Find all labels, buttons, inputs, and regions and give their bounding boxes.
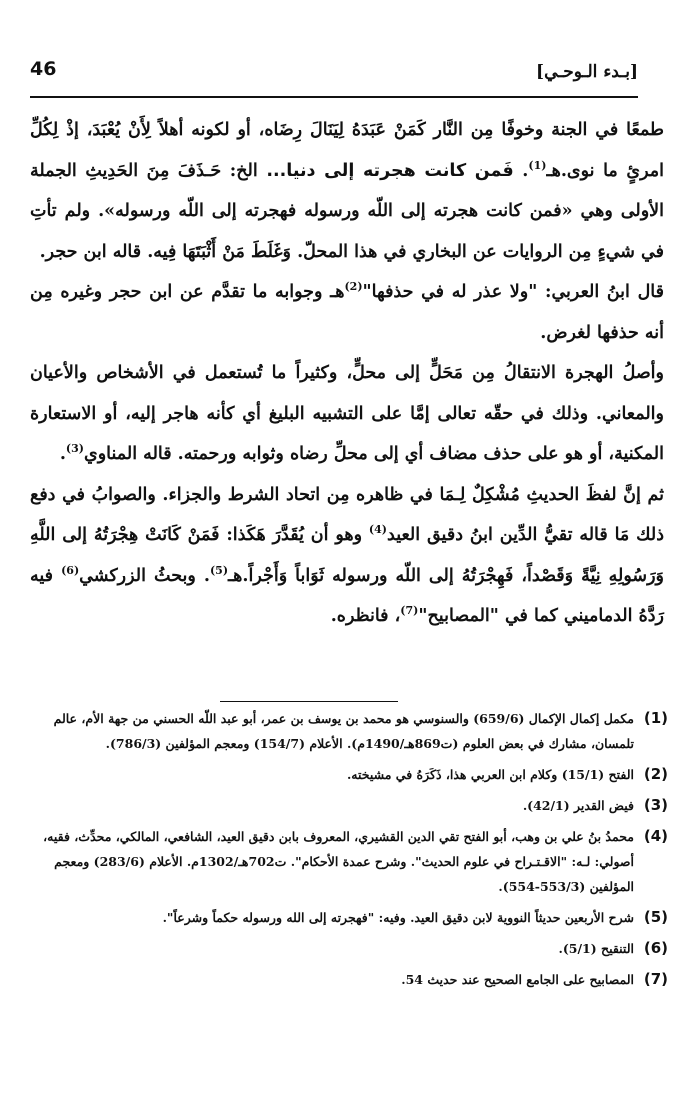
footnote-ref-2[interactable]: (2) [344, 280, 363, 294]
text: ثم إنَّ لفظَ الحديثِ مُشْكِلٌ لِـمَا في ظاهره مِن اتحاد الشرط والجزاء. والصوابُ في دفع ذلك مَا قاله تقيُّ الدِّين ابنُ دقيق العيد [30, 484, 664, 545]
footnote-ref-5[interactable]: (5) [209, 563, 229, 577]
footnote-number: (5) [643, 908, 668, 926]
page-number: 46 [30, 58, 57, 80]
footnote-text: التنقيح (5/1). [558, 941, 634, 956]
footnote-ref-4[interactable]: (4) [368, 523, 388, 537]
text: هـ وجوابه ما تقدَّم عن ابن حجر وغيره مِن أنه حذفها لغرض. [30, 282, 664, 343]
footnote-text: شرح الأربعين حديثاً النووية لابن دقيق العيد. وفيه: "فهجرته إلى الله ورسوله حكماً وشرعاً". [162, 910, 634, 925]
footnote-text: فيض القدير (42/1). [522, 798, 634, 813]
footnotes [30, 706, 668, 998]
page-header [30, 56, 638, 98]
body-text [30, 110, 664, 637]
text: طمعًا في الجنة وخوفًا مِن النَّار كَمَنْ عَبَدَهُ لِيَنَالَ رِضَاه، أو لكونه أهلاً لِأَنْ يُعْبَدَ، إذْ لِكُلِّ امرئٍ ما نوى.هـ [30, 120, 664, 181]
footnote-ref-1[interactable]: (1) [528, 158, 547, 172]
footnote-number: (1) [643, 709, 668, 727]
text: الخ: حَـذَفَ مِنَ الحَدِيثِ الجملة الأولى وهي «فمن كانت هجرته إلى اللّه ورسوله فهجرته إلى اللّه ورسوله». ولم تأتِ في شيءٍ مِن الروايات عن البخاري في هذا المحلّ. وَغَلَطَ مَنْ أَثْبَتَهَا فِيه. قاله ابن حجر. [30, 160, 664, 262]
footnote-number: (4) [643, 827, 668, 845]
text: . [59, 444, 66, 464]
paragraph-4 [30, 475, 664, 637]
footnote-ref-7[interactable]: (7) [400, 604, 419, 618]
footnote-text: محمدُ بنُ علي بن وهب، أبو الفتح تقي الدين القشيري، المعروف بابن دقيق العيد، الشافعي، المالكي، محدِّث، فقيه، أصولي: لـه: "الاقـتـراح في علوم الحديث". وشرح عمدة الأحكام". ت702هـ/1302م. الأعلام (283/6) ومعجم المؤلفين (553/3-554). [43, 829, 634, 894]
footnote-7 [30, 967, 668, 992]
running-head: [بـدء الـوحـي] [536, 62, 638, 82]
footnote-3 [30, 793, 668, 818]
footnote-text: المصابيح على الجامع الصحيح عند حديث 54. [401, 972, 634, 987]
footnote-number: (6) [643, 939, 668, 957]
footnote-2 [30, 762, 668, 787]
footnote-5 [30, 905, 668, 930]
paragraph-1 [30, 110, 664, 272]
footnote-ref-6[interactable]: (6) [61, 563, 80, 577]
footnote-text: مكمل إكمال الإكمال (659/6) والسنوسي هو محمد بن يوسف بن عمر، أبو عبد اللّه الحسني من جهة الأم، عالم تلمسان، مشارك في بعض العلوم (ت869هـ/1490م). الأعلام (154/7) ومعجم المؤلفين (786/3). [53, 711, 634, 751]
paragraph-2 [30, 272, 664, 353]
text: قال ابنُ العربي: "ولا عذر له في حذفها" [362, 282, 664, 302]
text: ، فانظره. [330, 606, 401, 626]
text: فيه رَدَّهُ الدماميني كما في "المصابيح" [30, 565, 664, 626]
hadith-quote: فَمن كانت هجرته إلى دنيا... [266, 160, 514, 181]
footnote-number: (3) [643, 796, 668, 814]
text: . وبحثُ الزركشي [79, 565, 210, 586]
footnote-ref-3[interactable]: (3) [65, 442, 85, 456]
footnote-number: (2) [643, 765, 668, 783]
footnote-divider [220, 701, 398, 702]
text: . [513, 160, 529, 181]
footnote-1 [30, 706, 668, 756]
paragraph-3 [30, 353, 664, 475]
text: وأصلُ الهجرة الانتقالُ مِن مَحَلٍّ إلى محلٍّ، وكثيراً ما تُستعمل في الأشخاص والأعيان والمعاني. وذلك في حقّه تعالى إمَّا على التشبيه البليغ أي كأنه هاجر إليه، أو الاستعارة المكنية، أو هو على حذف مضاف أي إلى محلِّ رضاه وثوابه ورحمته. قاله المناوي [30, 363, 664, 464]
footnote-6 [30, 936, 668, 961]
text: وهو أن يُقَدَّرَ هَكَذا: فَمَنْ كَانَتْ هِجْرَتُهُ إلى اللَّهِ وَرَسُولِهِ نِيَّةً وَقَصْداً، فَهِجْرَتُهُ إلى اللّه ورسوله ثَوَاباً وَأَجْراً.هـ [30, 525, 664, 586]
footnote-text: الفتح (15/1) وكلام ابن العربي هذا، ذَكَرَهُ في مشيخته. [346, 767, 634, 782]
footnote-number: (7) [643, 970, 668, 988]
footnote-4 [30, 824, 668, 899]
